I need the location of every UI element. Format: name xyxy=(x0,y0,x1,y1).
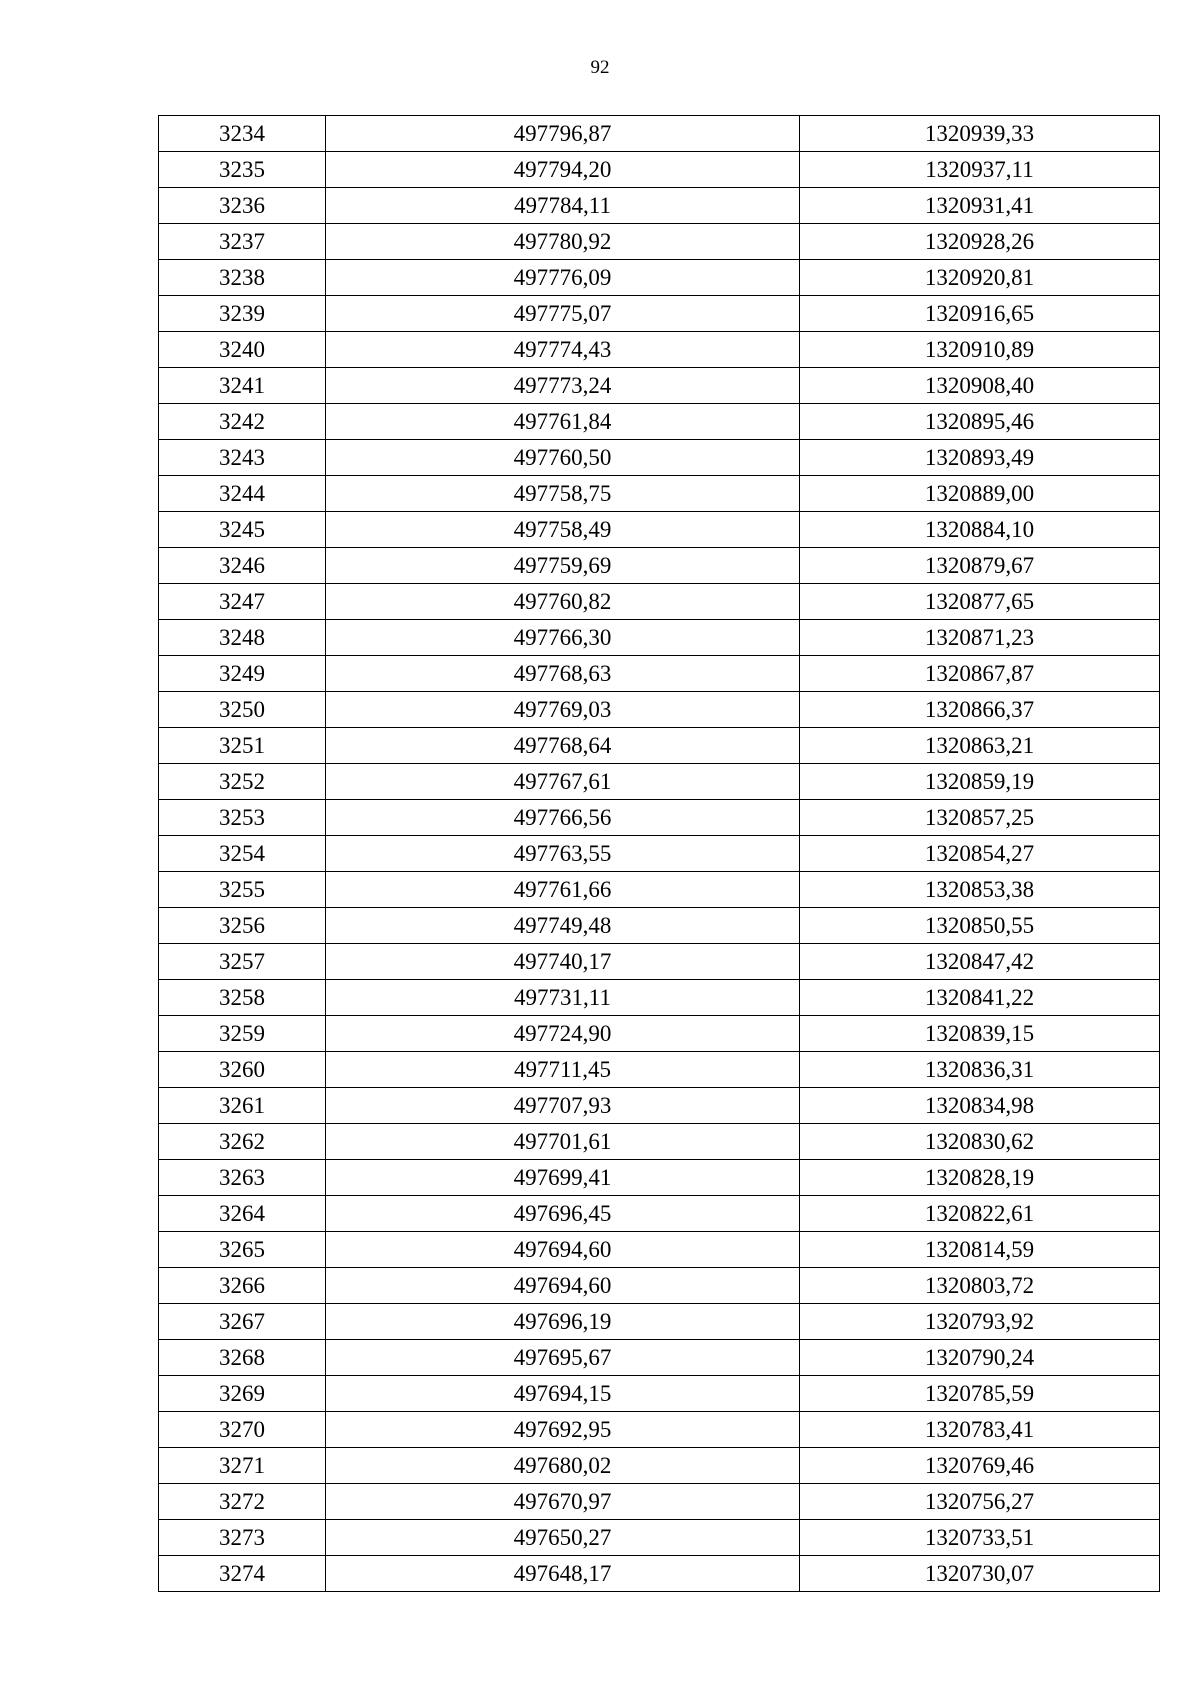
point-number-cell: 3272 xyxy=(159,1484,326,1520)
y-coordinate-cell: 1320866,37 xyxy=(800,692,1160,728)
y-coordinate-cell: 1320733,51 xyxy=(800,1520,1160,1556)
table-row xyxy=(159,1232,1160,1268)
x-coordinate-cell: 497740,17 xyxy=(326,944,800,980)
x-coordinate-cell: 497758,49 xyxy=(326,512,800,548)
point-number-cell: 3248 xyxy=(159,620,326,656)
point-number-cell: 3244 xyxy=(159,476,326,512)
table-row xyxy=(159,980,1160,1016)
point-number-cell: 3263 xyxy=(159,1160,326,1196)
table-row xyxy=(159,1484,1160,1520)
table-row xyxy=(159,404,1160,440)
y-coordinate-cell: 1320783,41 xyxy=(800,1412,1160,1448)
y-coordinate-cell: 1320893,49 xyxy=(800,440,1160,476)
x-coordinate-cell: 497699,41 xyxy=(326,1160,800,1196)
y-coordinate-cell: 1320793,92 xyxy=(800,1304,1160,1340)
x-coordinate-cell: 497780,92 xyxy=(326,224,800,260)
y-coordinate-cell: 1320937,11 xyxy=(800,152,1160,188)
x-coordinate-cell: 497724,90 xyxy=(326,1016,800,1052)
y-coordinate-cell: 1320847,42 xyxy=(800,944,1160,980)
x-coordinate-cell: 497766,30 xyxy=(326,620,800,656)
y-coordinate-cell: 1320814,59 xyxy=(800,1232,1160,1268)
point-number-cell: 3236 xyxy=(159,188,326,224)
point-number-cell: 3243 xyxy=(159,440,326,476)
page-number: 92 xyxy=(590,57,610,78)
x-coordinate-cell: 497694,60 xyxy=(326,1268,800,1304)
point-number-cell: 3257 xyxy=(159,944,326,980)
y-coordinate-cell: 1320939,33 xyxy=(800,116,1160,152)
x-coordinate-cell: 497694,15 xyxy=(326,1376,800,1412)
y-coordinate-cell: 1320889,00 xyxy=(800,476,1160,512)
table-row xyxy=(159,224,1160,260)
table-row xyxy=(159,512,1160,548)
y-coordinate-cell: 1320920,81 xyxy=(800,260,1160,296)
table-row xyxy=(159,440,1160,476)
y-coordinate-cell: 1320910,89 xyxy=(800,332,1160,368)
point-number-cell: 3250 xyxy=(159,692,326,728)
table-row xyxy=(159,1520,1160,1556)
x-coordinate-cell: 497760,82 xyxy=(326,584,800,620)
x-coordinate-cell: 497775,07 xyxy=(326,296,800,332)
point-number-cell: 3234 xyxy=(159,116,326,152)
y-coordinate-cell: 1320857,25 xyxy=(800,800,1160,836)
point-number-cell: 3273 xyxy=(159,1520,326,1556)
point-number-cell: 3238 xyxy=(159,260,326,296)
table-row xyxy=(159,656,1160,692)
x-coordinate-cell: 497711,45 xyxy=(326,1052,800,1088)
table-row xyxy=(159,476,1160,512)
y-coordinate-cell: 1320850,55 xyxy=(800,908,1160,944)
x-coordinate-cell: 497696,19 xyxy=(326,1304,800,1340)
x-coordinate-cell: 497776,09 xyxy=(326,260,800,296)
coordinates-table xyxy=(158,115,1160,1592)
table-row xyxy=(159,1304,1160,1340)
point-number-cell: 3253 xyxy=(159,800,326,836)
y-coordinate-cell: 1320859,19 xyxy=(800,764,1160,800)
table-row xyxy=(159,1016,1160,1052)
point-number-cell: 3271 xyxy=(159,1448,326,1484)
y-coordinate-cell: 1320863,21 xyxy=(800,728,1160,764)
y-coordinate-cell: 1320853,38 xyxy=(800,872,1160,908)
point-number-cell: 3235 xyxy=(159,152,326,188)
x-coordinate-cell: 497769,03 xyxy=(326,692,800,728)
point-number-cell: 3260 xyxy=(159,1052,326,1088)
y-coordinate-cell: 1320790,24 xyxy=(800,1340,1160,1376)
point-number-cell: 3255 xyxy=(159,872,326,908)
y-coordinate-cell: 1320730,07 xyxy=(800,1556,1160,1592)
x-coordinate-cell: 497670,97 xyxy=(326,1484,800,1520)
x-coordinate-cell: 497794,20 xyxy=(326,152,800,188)
x-coordinate-cell: 497766,56 xyxy=(326,800,800,836)
point-number-cell: 3268 xyxy=(159,1340,326,1376)
x-coordinate-cell: 497694,60 xyxy=(326,1232,800,1268)
point-number-cell: 3249 xyxy=(159,656,326,692)
y-coordinate-cell: 1320928,26 xyxy=(800,224,1160,260)
y-coordinate-cell: 1320756,27 xyxy=(800,1484,1160,1520)
y-coordinate-cell: 1320877,65 xyxy=(800,584,1160,620)
coordinates-table-body xyxy=(159,116,1160,1592)
y-coordinate-cell: 1320785,59 xyxy=(800,1376,1160,1412)
point-number-cell: 3251 xyxy=(159,728,326,764)
x-coordinate-cell: 497701,61 xyxy=(326,1124,800,1160)
x-coordinate-cell: 497695,67 xyxy=(326,1340,800,1376)
x-coordinate-cell: 497763,55 xyxy=(326,836,800,872)
table-row xyxy=(159,800,1160,836)
y-coordinate-cell: 1320836,31 xyxy=(800,1052,1160,1088)
point-number-cell: 3269 xyxy=(159,1376,326,1412)
y-coordinate-cell: 1320871,23 xyxy=(800,620,1160,656)
x-coordinate-cell: 497760,50 xyxy=(326,440,800,476)
point-number-cell: 3246 xyxy=(159,548,326,584)
table-row xyxy=(159,1448,1160,1484)
table-row xyxy=(159,1124,1160,1160)
point-number-cell: 3256 xyxy=(159,908,326,944)
x-coordinate-cell: 497768,63 xyxy=(326,656,800,692)
point-number-cell: 3239 xyxy=(159,296,326,332)
y-coordinate-cell: 1320916,65 xyxy=(800,296,1160,332)
point-number-cell: 3274 xyxy=(159,1556,326,1592)
y-coordinate-cell: 1320803,72 xyxy=(800,1268,1160,1304)
table-row xyxy=(159,1556,1160,1592)
point-number-cell: 3247 xyxy=(159,584,326,620)
point-number-cell: 3242 xyxy=(159,404,326,440)
x-coordinate-cell: 497758,75 xyxy=(326,476,800,512)
y-coordinate-cell: 1320830,62 xyxy=(800,1124,1160,1160)
point-number-cell: 3261 xyxy=(159,1088,326,1124)
table-row xyxy=(159,1376,1160,1412)
x-coordinate-cell: 497692,95 xyxy=(326,1412,800,1448)
table-row xyxy=(159,1340,1160,1376)
point-number-cell: 3266 xyxy=(159,1268,326,1304)
table-row xyxy=(159,908,1160,944)
table-row xyxy=(159,692,1160,728)
x-coordinate-cell: 497796,87 xyxy=(326,116,800,152)
y-coordinate-cell: 1320828,19 xyxy=(800,1160,1160,1196)
x-coordinate-cell: 497648,17 xyxy=(326,1556,800,1592)
y-coordinate-cell: 1320834,98 xyxy=(800,1088,1160,1124)
table-row xyxy=(159,152,1160,188)
table-row xyxy=(159,764,1160,800)
y-coordinate-cell: 1320822,61 xyxy=(800,1196,1160,1232)
table-row xyxy=(159,116,1160,152)
x-coordinate-cell: 497749,48 xyxy=(326,908,800,944)
table-row xyxy=(159,188,1160,224)
table-row xyxy=(159,1052,1160,1088)
x-coordinate-cell: 497774,43 xyxy=(326,332,800,368)
point-number-cell: 3267 xyxy=(159,1304,326,1340)
table-row xyxy=(159,1412,1160,1448)
table-row xyxy=(159,260,1160,296)
y-coordinate-cell: 1320884,10 xyxy=(800,512,1160,548)
x-coordinate-cell: 497768,64 xyxy=(326,728,800,764)
point-number-cell: 3237 xyxy=(159,224,326,260)
y-coordinate-cell: 1320867,87 xyxy=(800,656,1160,692)
y-coordinate-cell: 1320854,27 xyxy=(800,836,1160,872)
table-row xyxy=(159,296,1160,332)
table-row xyxy=(159,1196,1160,1232)
y-coordinate-cell: 1320879,67 xyxy=(800,548,1160,584)
y-coordinate-cell: 1320908,40 xyxy=(800,368,1160,404)
point-number-cell: 3258 xyxy=(159,980,326,1016)
point-number-cell: 3241 xyxy=(159,368,326,404)
table-row xyxy=(159,1268,1160,1304)
x-coordinate-cell: 497784,11 xyxy=(326,188,800,224)
table-row xyxy=(159,944,1160,980)
point-number-cell: 3245 xyxy=(159,512,326,548)
point-number-cell: 3264 xyxy=(159,1196,326,1232)
x-coordinate-cell: 497731,11 xyxy=(326,980,800,1016)
x-coordinate-cell: 497680,02 xyxy=(326,1448,800,1484)
table-row xyxy=(159,1160,1160,1196)
y-coordinate-cell: 1320895,46 xyxy=(800,404,1160,440)
x-coordinate-cell: 497773,24 xyxy=(326,368,800,404)
table-row xyxy=(159,332,1160,368)
table-row xyxy=(159,584,1160,620)
table-row xyxy=(159,620,1160,656)
table-row xyxy=(159,872,1160,908)
table-row xyxy=(159,728,1160,764)
x-coordinate-cell: 497759,69 xyxy=(326,548,800,584)
point-number-cell: 3240 xyxy=(159,332,326,368)
table-row xyxy=(159,836,1160,872)
point-number-cell: 3254 xyxy=(159,836,326,872)
point-number-cell: 3265 xyxy=(159,1232,326,1268)
x-coordinate-cell: 497650,27 xyxy=(326,1520,800,1556)
x-coordinate-cell: 497707,93 xyxy=(326,1088,800,1124)
point-number-cell: 3270 xyxy=(159,1412,326,1448)
y-coordinate-cell: 1320769,46 xyxy=(800,1448,1160,1484)
y-coordinate-cell: 1320931,41 xyxy=(800,188,1160,224)
point-number-cell: 3262 xyxy=(159,1124,326,1160)
table-row xyxy=(159,548,1160,584)
y-coordinate-cell: 1320839,15 xyxy=(800,1016,1160,1052)
x-coordinate-cell: 497696,45 xyxy=(326,1196,800,1232)
x-coordinate-cell: 497761,66 xyxy=(326,872,800,908)
y-coordinate-cell: 1320841,22 xyxy=(800,980,1160,1016)
x-coordinate-cell: 497767,61 xyxy=(326,764,800,800)
point-number-cell: 3252 xyxy=(159,764,326,800)
x-coordinate-cell: 497761,84 xyxy=(326,404,800,440)
point-number-cell: 3259 xyxy=(159,1016,326,1052)
table-row xyxy=(159,1088,1160,1124)
table-row xyxy=(159,368,1160,404)
